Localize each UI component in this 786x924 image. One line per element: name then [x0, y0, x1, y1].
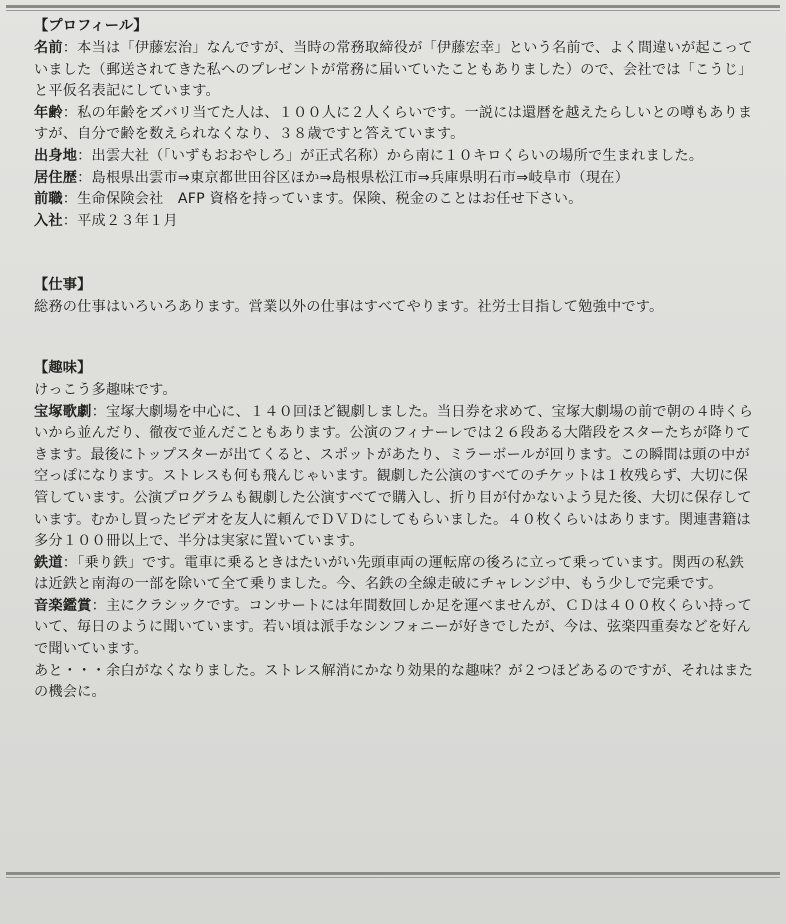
hobby-music-label: 音楽鑑賞 — [34, 597, 92, 614]
hobby-closing: あと・・・余白がなくなりました。ストレス解消にかなり効果的な趣味？が２つほどあるのですが、それはまたの機会に。 — [34, 662, 753, 701]
profile-age — [34, 103, 754, 146]
profile-residence — [34, 168, 754, 190]
profile-name-label: 名前 — [34, 40, 63, 56]
top-divider-thin — [6, 10, 780, 11]
profile-prev-job-text: ：生命保険会社 AFP 資格を持っています。保険、税金のことはお任せ下さい。 — [62, 191, 583, 208]
profile-name-text: ：本当は「伊藤宏治」なんですが、当時の常務取締役が「伊藤宏幸」という名前で、よく間違いが起こっていました（郵送されてきた私へのプレゼントが常務に届いていたこともありました）ので、会社では「こうじ」と平仮名表記にしています。 — [34, 40, 753, 100]
hobby-music — [34, 596, 754, 661]
hobby-train — [34, 553, 754, 596]
profile-heading: 【プロフィール】 — [34, 18, 148, 34]
profile-joined-text: ：平成２３年１月 — [62, 212, 178, 229]
document-body — [34, 16, 754, 704]
hobby-takarazuka — [34, 402, 754, 553]
profile-age-text: ：私の年齢をズバリ当てた人は、１００人に２人くらいです。一説には還暦を越えたらしいとの噂もありますが、自分で齢を数えられなくなり、３８歳ですと答えています。 — [34, 104, 753, 143]
bottom-divider-thin — [6, 877, 780, 878]
hobby-takarazuka-label: 宝塚歌劇 — [34, 403, 92, 420]
profile-residence-text: ：島根県出雲市⇒東京都世田谷区ほか⇒島根県松江市⇒兵庫県明石市⇒岐阜市（現在） — [77, 169, 630, 186]
bottom-divider-thick — [6, 872, 780, 875]
hobby-intro: けっこう多趣味です。 — [34, 381, 177, 398]
profile-prev-job — [34, 189, 754, 211]
bottom-divider — [6, 872, 780, 878]
profile-birthplace — [34, 146, 754, 168]
hobby-music-text: ：主にクラシックです。コンサートには年間数回しか足を運べませんが、ＣＤは４００枚くらい持っていて、毎日のように聞いています。若い頃は派手なシンフォニーが好きでしたが、今は、弦楽四重奏などを好んで聞いています。 — [34, 597, 752, 658]
work-heading: 【仕事】 — [34, 277, 92, 294]
profile-joined — [34, 211, 754, 233]
hobby-takarazuka-text: ：宝塚大劇場を中心に、１４０回ほど観劇しました。当日券を求めて、宝塚大劇場の前で朝の４時くらいから並んだり、徹夜で並んだこともあります。公演のフィナーレでは２６段ある大階段をスターたちが降りてきます。最後にトップスターが出てくると、スポットがあたり、ミラーボールが回ります。この瞬間は頭の中が空っぽになります。ストレスも何も飛んじゃいます。観劇した公演のすべてのチケットは１枚残らず、大切に保管しています。公演プログラムも観劇した公演すべてで購入し、折り目が付かないよう見た後、大切に保存しています。むかし買ったビデオを友人に頼んでＤＶＤにしてもらいました。４０枚くらいはあります。関連書籍は多分１００冊以上で、半分は実家に置いています。 — [34, 403, 754, 550]
profile-residence-label: 居住歴 — [34, 169, 78, 186]
profile-birthplace-label: 出身地 — [34, 147, 78, 164]
hobby-heading: 【趣味】 — [34, 359, 92, 376]
profile-birthplace-text: ：出雲大社（「いずもおおやしろ」が正式名称）から南に１０キロくらいの場所で生まれました。 — [77, 147, 704, 164]
top-divider — [6, 5, 780, 11]
profile-joined-label: 入社 — [34, 212, 63, 229]
hobby-train-label: 鉄道 — [34, 554, 63, 571]
work-text: 総務の仕事はいろいろあります。営業以外の仕事はすべてやります。社労士目指して勉強中です。 — [34, 299, 664, 316]
profile-age-label: 年齢 — [34, 104, 63, 121]
profile-prev-job-label: 前職 — [34, 191, 63, 208]
top-divider-thick — [6, 5, 780, 8]
hobby-train-text: ：「乗り鉄」です。電車に乗るときはたいがい先頭車両の運転席の後ろに立って乗っています。関西の私鉄は近鉄と南海の一部を除いて全て乗りました。今、名鉄の全線走破にチャレンジ中、もう少しで完乗です。 — [34, 554, 745, 593]
profile-name — [34, 38, 754, 103]
